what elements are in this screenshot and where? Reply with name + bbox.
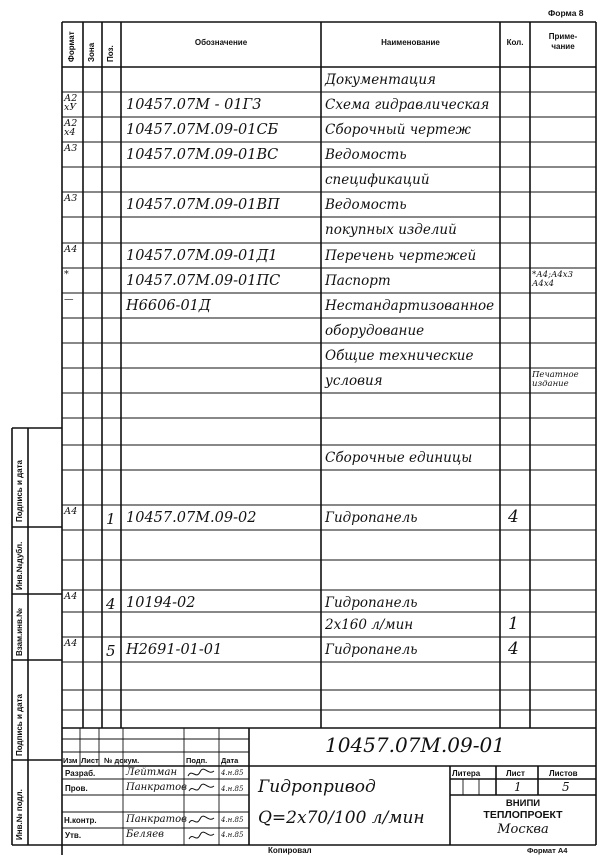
row-name: Гидропанель — [325, 642, 418, 658]
row-format: А3 — [64, 193, 78, 204]
sheet-label: Лист — [506, 769, 525, 778]
row-name: условия — [325, 373, 383, 389]
row-designation: Н6606-01Д — [126, 298, 211, 314]
row-name: Ведомость — [325, 197, 407, 213]
role-nkontr: Н.контр. — [64, 816, 97, 825]
row-name: оборудование — [325, 323, 425, 339]
row-format: А3 — [64, 143, 78, 154]
date-razrab: 4.н.85 — [221, 769, 244, 777]
row-note: Печатное издание — [532, 370, 579, 389]
row-designation: 10457.07М.09-01ПС — [126, 273, 281, 289]
side-sign-date-2: Подпись и дата — [15, 694, 24, 756]
product-name-1: Гидропривод — [258, 777, 376, 797]
bottom-format: Формат А4 — [527, 846, 568, 855]
row-pos: 4 — [106, 595, 116, 613]
side-vzam-inv: Взам.инв.№ — [15, 607, 24, 656]
product-name-2: Q=2х70/100 л/мин — [258, 808, 425, 828]
row-name: Ведомость — [325, 147, 407, 163]
name-nkontr: Панкратов — [126, 814, 187, 825]
row-designation: 10457.07М.09-01Д1 — [126, 248, 278, 264]
row-name: Сборочный чертеж — [325, 122, 471, 138]
row-designation: 10457.07М.09-02 — [126, 510, 257, 526]
row-note: *А4;А4х3 А4х4 — [532, 270, 574, 289]
row-name: Перечень чертежей — [325, 248, 477, 264]
row-format: * — [64, 269, 69, 280]
row-name: Документация — [325, 72, 436, 88]
row-name: Паспорт — [325, 273, 391, 289]
header-name: Наименование — [381, 38, 440, 47]
rev-doc: № докум. — [104, 756, 140, 765]
form-label: Форма 8 — [548, 8, 584, 18]
row-name: Нестандартизованное — [325, 298, 495, 314]
side-inv-podl: Инв.№ подл. — [15, 789, 24, 840]
role-prov: Пров. — [65, 784, 88, 793]
rev-izm: Изм — [63, 756, 78, 765]
row-name: Гидропанель — [325, 595, 418, 611]
row-name: покупных изделий — [325, 222, 457, 238]
row-name: Общие технические — [325, 348, 474, 364]
row-name: Схема гидравлическая — [325, 97, 490, 113]
header-pos: Поз. — [106, 45, 115, 62]
header-zone: Зона — [87, 42, 96, 62]
row-designation: 10194-02 — [126, 595, 196, 611]
row-name: Сборочные единицы — [325, 450, 473, 466]
header-qty: Кол. — [506, 38, 524, 47]
row-format: А2 х4 — [64, 118, 78, 138]
name-prov: Панкратов — [126, 782, 187, 793]
org-1: ВНИПИ — [505, 798, 541, 809]
sheet-value: 1 — [514, 780, 522, 794]
row-qty: 1 — [508, 614, 519, 634]
date-utv: 4.н.85 — [221, 831, 244, 839]
sheets-label: Листов — [549, 769, 578, 778]
sheets-value: 5 — [562, 780, 570, 794]
row-qty: 4 — [508, 507, 519, 527]
name-utv: Беляев — [126, 829, 164, 840]
row-designation: 10457.07М.09-01СБ — [126, 122, 279, 138]
header-designation: Обозначение — [194, 38, 248, 47]
bottom-copy: Копировал — [268, 846, 312, 855]
header-note: Приме- чание — [548, 32, 578, 51]
org-2: ТЕПЛОПРОЕКТ — [483, 809, 563, 821]
row-name: 2х160 л/мин — [325, 617, 414, 633]
rev-sign: Подп. — [186, 756, 208, 765]
row-format: А4 — [64, 591, 78, 602]
date-nkontr: 4.н.85 — [221, 816, 244, 824]
name-razrab: Лейтман — [126, 767, 178, 778]
row-name: спецификаций — [325, 172, 430, 188]
rev-list: Лист — [81, 756, 99, 765]
row-designation: Н2691-01-01 — [126, 642, 223, 658]
role-utv: Утв. — [65, 831, 82, 840]
row-format: А4 — [64, 638, 78, 649]
role-razrab: Разраб. — [65, 769, 96, 778]
side-sign-date-1: Подпись и дата — [15, 460, 24, 522]
row-format: А4 — [64, 244, 78, 255]
rev-date: Дата — [221, 756, 239, 765]
row-format: А4 — [64, 506, 78, 517]
doc-code: 10457.07М.09-01 — [325, 733, 505, 757]
org-3: Москва — [497, 822, 549, 837]
side-inv-dubl: Инв.№дубл. — [15, 541, 24, 590]
litera-label: Литера — [452, 769, 481, 778]
date-prov: 4.н.85 — [221, 785, 244, 793]
row-designation: 10457.07М.09-01ВП — [126, 197, 280, 213]
row-format: — — [64, 294, 74, 305]
row-format: А2 хУ — [64, 93, 78, 113]
row-pos: 5 — [106, 642, 116, 660]
row-designation: 10457.07М.09-01ВС — [126, 147, 279, 163]
row-name: Гидропанель — [325, 510, 418, 526]
header-format: Формат — [67, 31, 76, 62]
signatures — [186, 766, 218, 845]
row-pos: 1 — [106, 510, 116, 528]
row-designation: 10457.07М - 01Г3 — [126, 97, 262, 113]
row-qty: 4 — [508, 639, 519, 659]
